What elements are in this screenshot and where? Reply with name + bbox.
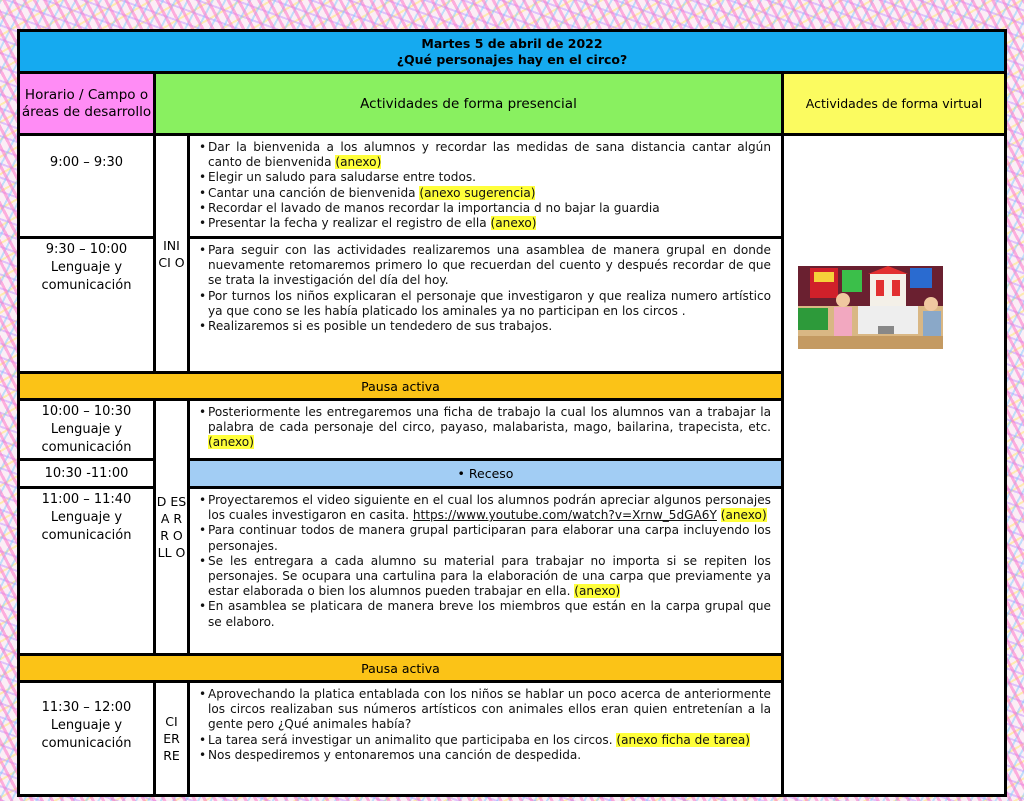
activity-cell-welcome xyxy=(190,136,781,236)
phase-label: D ES A R R O LL O xyxy=(156,494,187,560)
activity-item: • Nos despediremos y entonaremos una canción de despedida. xyxy=(208,748,771,763)
time-slot-3 xyxy=(20,401,153,458)
planning-table xyxy=(17,29,1007,797)
activity-list xyxy=(190,136,781,231)
phase-inicio xyxy=(156,136,187,371)
area-label: Lenguaje y comunicación xyxy=(41,718,132,751)
break-label: Pausa activa xyxy=(361,378,440,394)
activity-item: • Recordar el lavado de manos recordar la importancia d no bajar la guardia xyxy=(208,201,771,216)
activity-item: • Para continuar todos de manera grupal participaran para elaborar una carpa incluyendo los personajes. xyxy=(208,523,771,553)
time-slot-2 xyxy=(20,239,153,371)
activity-list xyxy=(190,683,781,763)
activity-cell-video xyxy=(190,489,781,653)
schedule-header-label: Horario / Campo o áreas de desarrollo xyxy=(21,86,152,120)
annex-tag: (anexo) xyxy=(208,435,254,450)
activity-item: • La tarea será investigar un animalito que participaba en los circos. (anexo ficha de tarea) xyxy=(208,733,771,748)
phase-cierre xyxy=(156,683,187,794)
recess-row xyxy=(190,461,781,486)
activity-list xyxy=(190,489,781,630)
annex-tag: (anexo ficha de tarea) xyxy=(616,732,751,747)
youtube-link[interactable]: https://www.youtube.com/watch?v=Xrnw_5dGA6Y xyxy=(412,508,717,523)
area-label: Lenguaje y comunicación xyxy=(41,260,132,293)
topic-question: ¿Qué personajes hay en el circo? xyxy=(396,51,628,67)
annex-tag: (anexo) xyxy=(720,508,767,523)
active-break-row-2 xyxy=(20,656,781,680)
activity-item: • Se les entregara a cada alumno su material para trabajar no importa si se repiten los personajes. Se ocupara una cartulina para la elaboración de una carpa que previamente ya estar elaborada o bien los alumnos pueden trabajar en ella. (anexo) xyxy=(208,554,771,600)
activity-cell-worksheet xyxy=(190,401,781,458)
activity-item: • Aprovechando la platica entablada con los niños se hablar un poco acerca de anteriormente los circos realizaban sus números artísticos con animales ellos eran quien entretenían a la gente pero ¿Qué animales había? xyxy=(208,687,771,733)
activity-item: • Dar la bienvenida a los alumnos y recordar las medidas de sana distancia cantar algún canto de bienvenida (anexo) xyxy=(208,140,771,170)
activity-cell-closing xyxy=(190,683,781,794)
annex-tag: (anexo) xyxy=(490,216,537,231)
classroom-photo xyxy=(798,266,943,349)
annex-tag: (anexo sugerencia) xyxy=(419,185,536,200)
in-person-column-header xyxy=(156,74,781,133)
activity-item: • Realizaremos si es posible un tendedero de sus trabajos. xyxy=(208,319,771,334)
active-break-row-1 xyxy=(20,374,781,398)
in-person-header-label: Actividades de forma presencial xyxy=(360,95,577,112)
activity-item: • Presentar la fecha y realizar el registro de ella (anexo) xyxy=(208,216,771,231)
area-label: Lenguaje y comunicación xyxy=(41,422,132,455)
time-slot-4 xyxy=(20,461,153,486)
activity-list xyxy=(190,239,781,334)
time-slot-6 xyxy=(20,683,153,794)
time-label: 11:30 – 12:00 xyxy=(41,700,132,715)
activity-item: • En asamblea se platicara de manera breve los miembros que están en la carpa grupal que se elaboro. xyxy=(208,599,771,629)
phase-label: INI CI O xyxy=(158,237,185,270)
phase-label: CI ER RE xyxy=(163,714,180,763)
time-slot-5 xyxy=(20,489,153,653)
break-label: Pausa activa xyxy=(361,660,440,676)
virtual-activities-cell xyxy=(784,136,1004,794)
activity-item: • Posteriormente les entregaremos una ficha de trabajo la cual los alumnos van a trabajar la palabra de cada personaje del circo, payaso, malabarista, mago, bailarina, trapecista, etc. (anexo) xyxy=(208,405,771,451)
time-label: 10:30 -11:00 xyxy=(44,465,129,481)
recess-label: • Receso xyxy=(457,466,514,481)
activity-item: • Elegir un saludo para saludarse entre todos. xyxy=(208,170,771,185)
time-slot-1 xyxy=(20,136,153,236)
time-label: 11:00 – 11:40 xyxy=(41,492,132,507)
time-label: 9:30 – 10:00 xyxy=(45,242,128,257)
annex-tag: (anexo) xyxy=(574,584,621,599)
activity-item: • Por turnos los niños explicaran el personaje que investigaron y que realiza numero artístico ya que cono se les había platicado los aminales ya no participan en los circos . xyxy=(208,289,771,319)
virtual-header-label: Actividades de forma virtual xyxy=(805,96,983,111)
time-label: 10:00 – 10:30 xyxy=(41,404,132,419)
activity-item: • Cantar una canción de bienvenida (anexo sugerencia) xyxy=(208,186,771,201)
phase-desarrollo xyxy=(156,401,187,653)
schedule-column-header xyxy=(20,74,153,133)
time-label: 9:00 – 9:30 xyxy=(49,155,124,170)
activity-cell-assembly xyxy=(190,239,781,371)
date-heading: Martes 5 de abril de 2022 xyxy=(421,35,603,51)
classroom-photo-image xyxy=(798,266,943,349)
activity-item: • Proyectaremos el video siguiente en el cual los alumnos podrán apreciar algunos personajes los cuales investigaron en casita. https://www.youtube.com/watch?v=Xrnw_5dGA6Y (anexo) xyxy=(208,493,771,523)
virtual-column-header xyxy=(784,74,1004,133)
activity-item: • Para seguir con las actividades realizaremos una asamblea de manera grupal en donde nuevamente retomaremos primero lo que recuerdan del cuento y después recordar de que se trata la investigación del día del hoy. xyxy=(208,243,771,289)
table-title xyxy=(20,32,1004,71)
annex-tag: (anexo) xyxy=(335,155,382,170)
area-label: Lenguaje y comunicación xyxy=(41,510,132,543)
activity-list xyxy=(190,401,781,451)
